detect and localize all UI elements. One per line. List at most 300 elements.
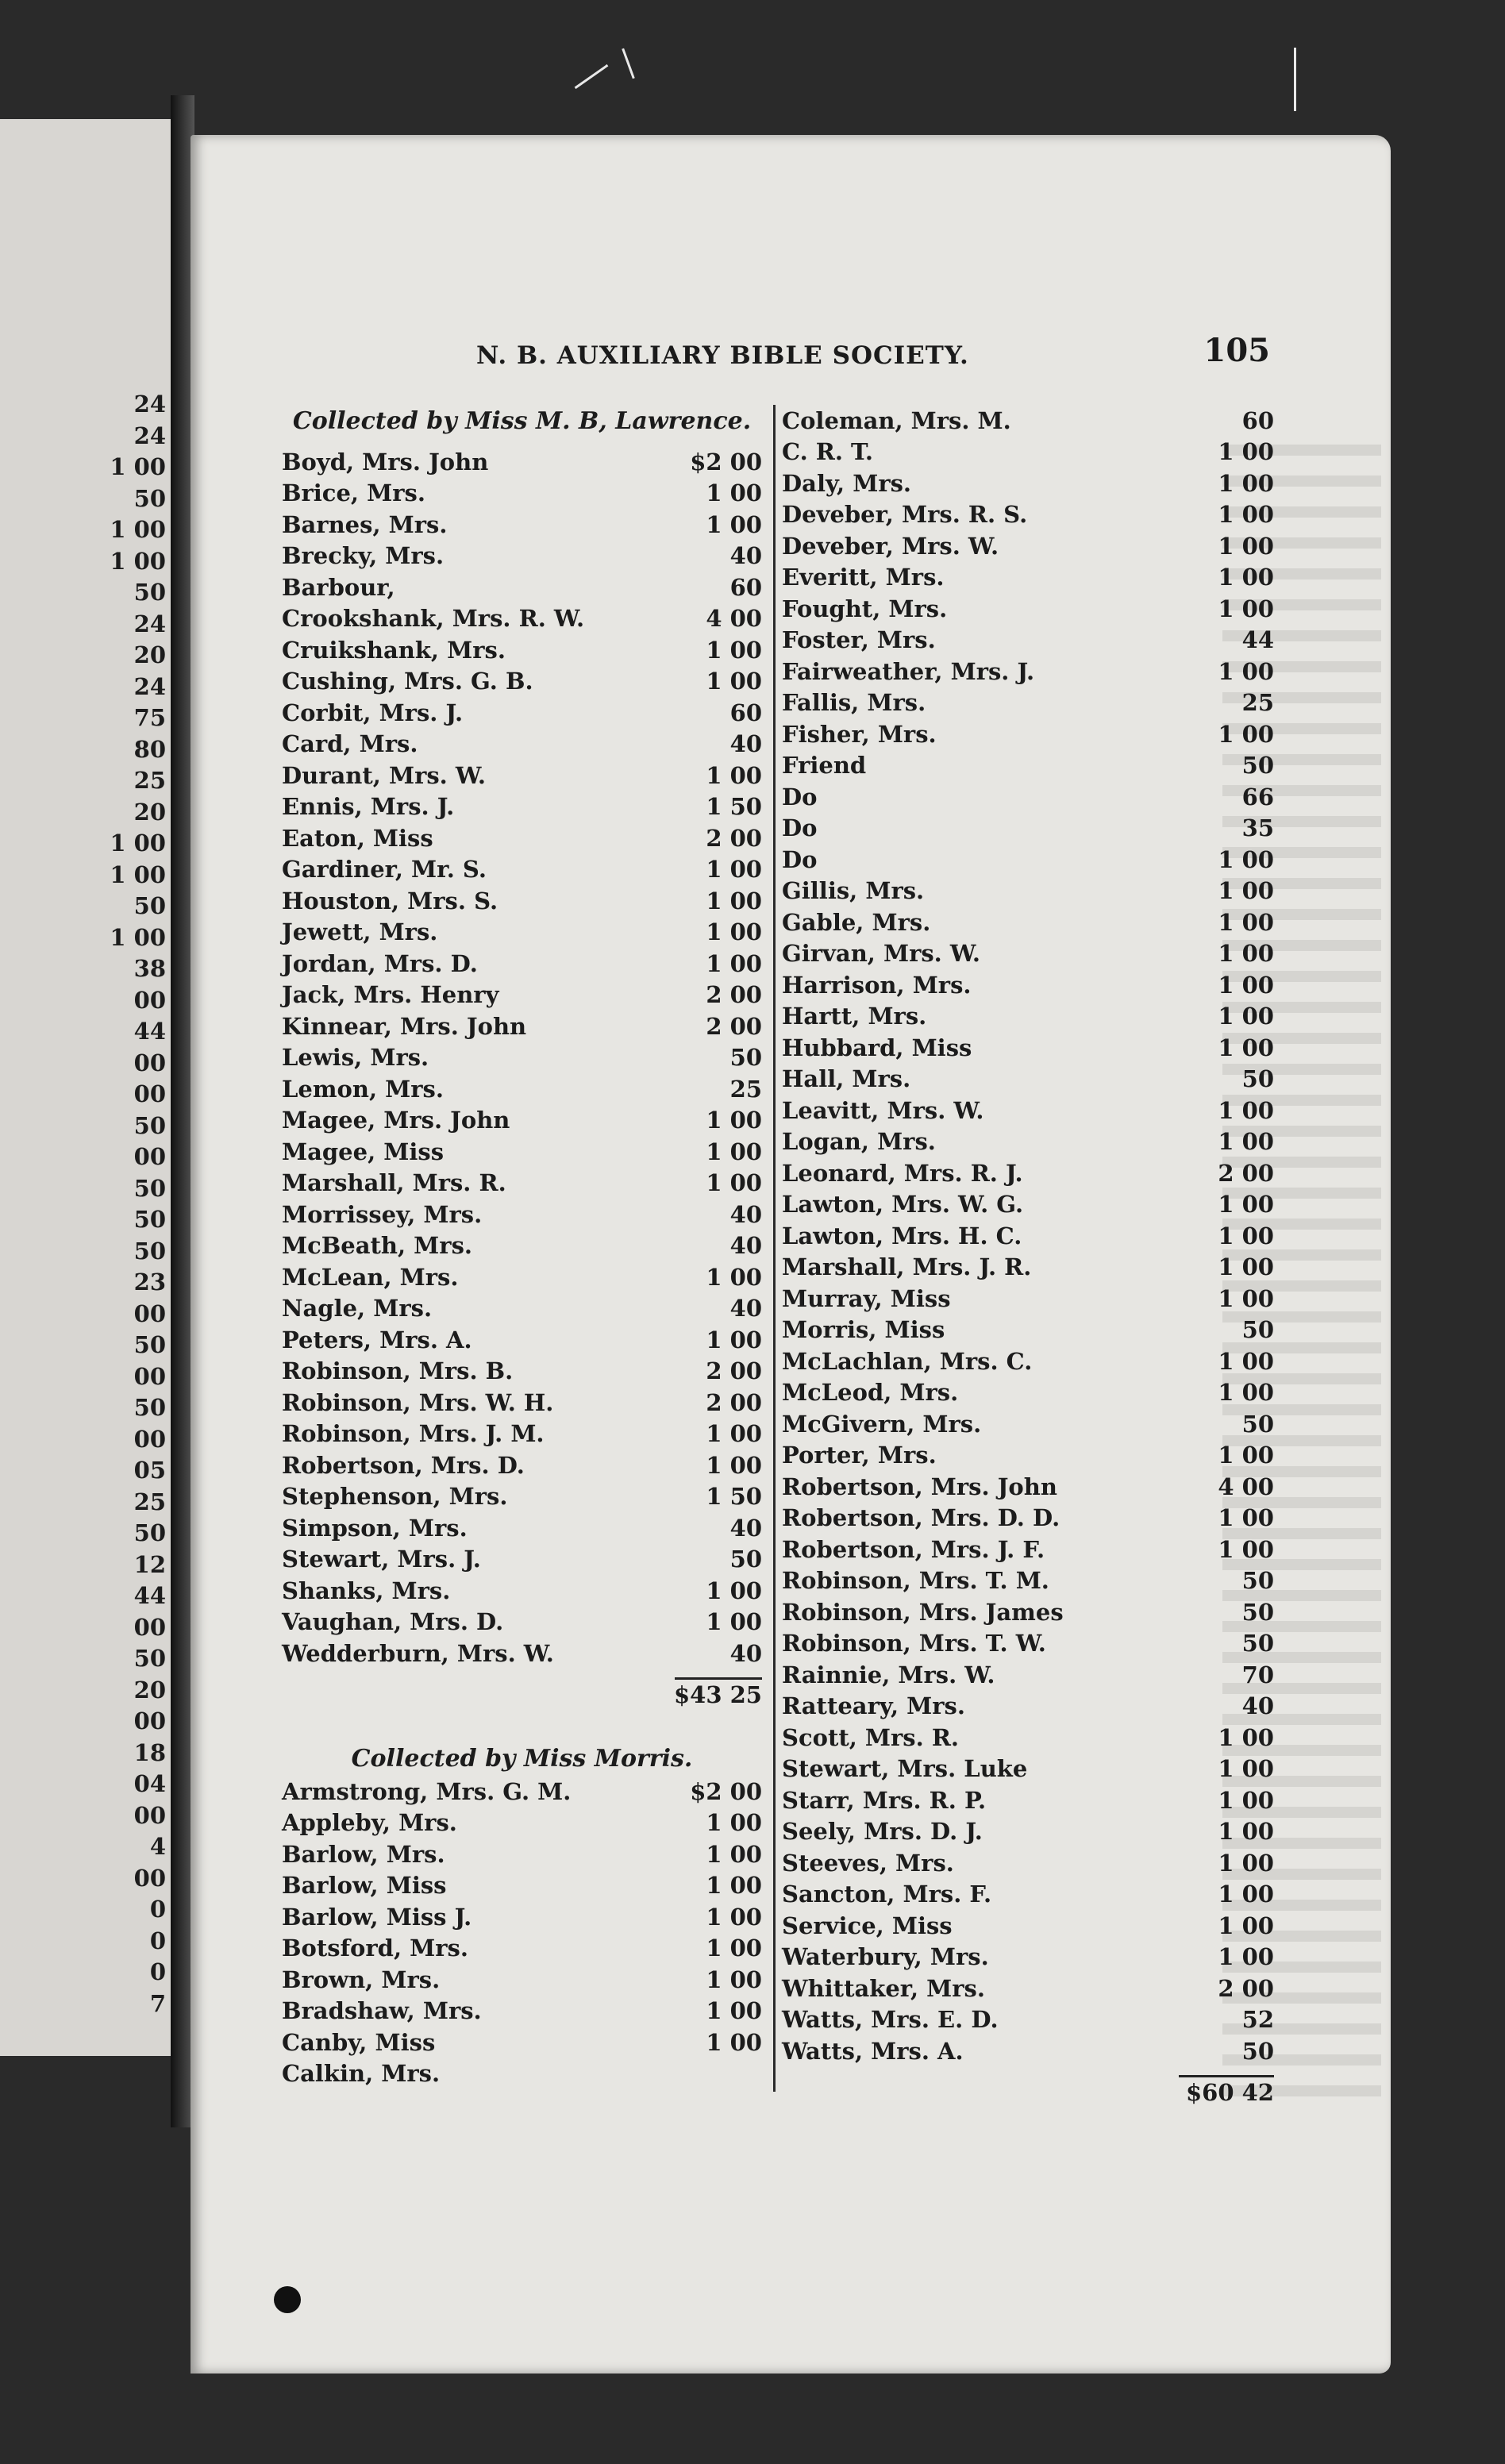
- contribution-amount: $2 00: [690, 1777, 762, 1805]
- contributor-name: Fallis, Mrs.: [782, 689, 926, 717]
- contributor-name: Jewett, Mrs.: [282, 918, 438, 946]
- facing-page-amount: 00: [133, 1362, 166, 1390]
- entry-row: [782, 1565, 1274, 1597]
- contributor-name: Porter, Mrs.: [782, 1442, 937, 1469]
- entry-row: [282, 1105, 762, 1137]
- contribution-amount: 1 00: [1218, 1003, 1274, 1030]
- facing-page-amount: 00: [133, 1425, 166, 1453]
- entry-row: [782, 907, 1274, 938]
- contribution-amount: 70: [1241, 1661, 1274, 1688]
- entry-row: [282, 603, 762, 635]
- contributor-name: Boyd, Mrs. John: [282, 448, 489, 475]
- entry-row: [782, 437, 1274, 468]
- contributor-name: Leavitt, Mrs. W.: [782, 1096, 984, 1124]
- entry-row: [282, 666, 762, 698]
- entry-row: [282, 1575, 762, 1607]
- contribution-amount: 40: [1241, 1692, 1274, 1720]
- contribution-amount: 50: [1241, 1410, 1274, 1438]
- contribution-amount: 1 00: [1218, 438, 1274, 466]
- entry-row: [782, 1252, 1274, 1284]
- contributor-name: Bradshaw, Mrs.: [282, 1997, 482, 2025]
- contributor-name: Gardiner, Mr. S.: [282, 856, 487, 884]
- entry-row: [782, 1095, 1274, 1126]
- contribution-amount: 1 00: [1218, 1442, 1274, 1469]
- contribution-amount: 1 00: [1218, 1096, 1274, 1124]
- contributor-name: Lawton, Mrs. W. G.: [782, 1191, 1024, 1219]
- entry-row: [782, 687, 1274, 719]
- contributor-name: Morrissey, Mrs.: [282, 1200, 483, 1228]
- contributor-name: Botsford, Mrs.: [282, 1935, 468, 1962]
- contribution-amount: 1 00: [1218, 1253, 1274, 1281]
- contribution-amount: 52: [1241, 2006, 1274, 2034]
- entry-row: [782, 593, 1274, 625]
- entry-row: [282, 1996, 762, 2027]
- scan-mark: [1294, 48, 1296, 111]
- contributor-name: Brice, Mrs.: [282, 479, 425, 507]
- contributor-name: Harrison, Mrs.: [782, 971, 972, 999]
- entry-row: [282, 1136, 762, 1168]
- contribution-amount: 1 50: [706, 1483, 762, 1511]
- entry-row: [282, 1042, 762, 1074]
- facing-page-amount: 20: [133, 1676, 166, 1704]
- facing-page-amount: 1 00: [110, 860, 166, 888]
- facing-page-amount: 20: [133, 798, 166, 826]
- contributor-name: Wedderburn, Mrs. W.: [282, 1639, 554, 1667]
- contributor-name: Hartt, Mrs.: [782, 1003, 927, 1030]
- facing-page-amount: 44: [133, 1582, 166, 1609]
- contributor-name: Durant, Mrs. W.: [282, 761, 487, 789]
- contribution-amount: 1 00: [1218, 564, 1274, 591]
- column-divider: [773, 405, 776, 2092]
- contributor-name: Robertson, Mrs. J. F.: [782, 1535, 1045, 1563]
- contributor-name: Kinnear, Mrs. John: [282, 1012, 527, 1040]
- facing-page-amount: 38: [133, 955, 166, 982]
- contribution-amount: 2 00: [1218, 1159, 1274, 1187]
- contributor-name: Starr, Mrs. R. P.: [782, 1786, 987, 1814]
- contribution-amount: 4 00: [1218, 1473, 1274, 1500]
- entry-row: [782, 1784, 1274, 1816]
- entry-row: [782, 1596, 1274, 1628]
- facing-page-amount: 75: [133, 704, 166, 731]
- facing-page-amount: 24: [133, 672, 166, 700]
- contributor-name: Calkin, Mrs.: [282, 2060, 441, 2088]
- contributor-name: Peters, Mrs. A.: [282, 1326, 472, 1353]
- contribution-amount: 66: [1241, 783, 1274, 810]
- contribution-amount: 1 00: [1218, 1034, 1274, 1061]
- contributor-name: Brecky, Mrs.: [282, 542, 445, 570]
- entry-row: [782, 1157, 1274, 1189]
- entry-row: [282, 980, 762, 1011]
- contributor-name: Watts, Mrs. E. D.: [782, 2006, 999, 2034]
- contribution-amount: 2 00: [706, 1012, 762, 1040]
- facing-page-amount: 50: [133, 1237, 166, 1265]
- contribution-amount: 1 00: [706, 1263, 762, 1291]
- contribution-amount: 1 00: [706, 668, 762, 695]
- contribution-amount: 1 00: [1218, 1284, 1274, 1312]
- entry-row: [282, 541, 762, 572]
- contributor-name: Marshall, Mrs. J. R.: [782, 1253, 1032, 1281]
- entry-row: [282, 1901, 762, 1933]
- entry-row: [282, 885, 762, 917]
- section-title: Collected by Miss M. B, Lawrence.: [292, 407, 752, 435]
- entry-row: [782, 1942, 1274, 1973]
- facing-page-amount: 18: [133, 1738, 166, 1766]
- entry-row: [782, 1471, 1274, 1503]
- entry-row: [782, 1722, 1274, 1754]
- contribution-amount: 1 00: [1218, 1849, 1274, 1877]
- entry-row: [782, 1032, 1274, 1064]
- entry-row: [782, 656, 1274, 687]
- facing-page-amount: 00: [133, 1080, 166, 1107]
- contribution-amount: 1 00: [706, 1903, 762, 1931]
- contributor-name: Houston, Mrs. S.: [282, 887, 498, 914]
- entry-row: [782, 1691, 1274, 1723]
- contributor-name: Nagle, Mrs.: [282, 1295, 433, 1322]
- contribution-amount: 2 00: [706, 1357, 762, 1385]
- ink-blot: [274, 2286, 301, 2313]
- contributor-name: Robinson, Mrs. W. H.: [282, 1388, 554, 1416]
- facing-page-amount: 1 00: [110, 547, 166, 575]
- section-entries: [282, 1776, 762, 2089]
- entry-row: [282, 1870, 762, 1902]
- entry-row: [282, 1481, 762, 1513]
- facing-page-amount: 50: [133, 892, 166, 919]
- entry-row: [782, 750, 1274, 782]
- contributor-name: Fought, Mrs.: [782, 595, 948, 622]
- contributor-name: Daly, Mrs.: [782, 469, 912, 497]
- contributor-name: McLeod, Mrs.: [782, 1379, 959, 1407]
- contribution-amount: 1 00: [706, 761, 762, 789]
- contribution-amount: 1 00: [706, 1451, 762, 1479]
- entry-row: [782, 499, 1274, 531]
- contribution-amount: 1 00: [1218, 1723, 1274, 1751]
- entry-row: [782, 781, 1274, 813]
- contribution-amount: 1 00: [1218, 1379, 1274, 1407]
- contribution-amount: 1 00: [1218, 720, 1274, 748]
- running-title: N. B. AUXILIARY BIBLE SOCIETY.: [476, 341, 969, 370]
- contributor-name: Deveber, Mrs. R. S.: [782, 501, 1028, 529]
- entry-row: [782, 1973, 1274, 2004]
- entry-row: [282, 1168, 762, 1199]
- contributor-name: Lawton, Mrs. H. C.: [782, 1222, 1022, 1249]
- facing-page-amount: 50: [133, 1331, 166, 1358]
- facing-page-amount: 23: [133, 1269, 166, 1296]
- entry-row: [282, 1356, 762, 1388]
- contribution-amount: 1 00: [706, 1577, 762, 1604]
- entry-row: [282, 1638, 762, 1669]
- contribution-amount: 2 00: [1218, 1974, 1274, 2002]
- contribution-amount: 1 00: [706, 918, 762, 946]
- entry-row: [282, 854, 762, 886]
- contributor-name: Leonard, Mrs. R. J.: [782, 1159, 1023, 1187]
- contribution-amount: 40: [729, 1232, 762, 1260]
- entry-row: [782, 1189, 1274, 1221]
- contribution-amount: 40: [729, 1200, 762, 1228]
- contribution-amount: 1 00: [706, 856, 762, 884]
- entry-row: [782, 1001, 1274, 1033]
- facing-page-amount: 7: [149, 1989, 166, 2017]
- entry-row: [782, 2035, 1274, 2067]
- contributor-name: Ennis, Mrs. J.: [282, 793, 455, 821]
- contribution-amount: 1 00: [706, 887, 762, 914]
- facing-page-amount: 50: [133, 1519, 166, 1546]
- entry-row: [282, 791, 762, 823]
- facing-page-amount: 05: [133, 1457, 166, 1484]
- facing-page-amount: 50: [133, 484, 166, 512]
- facing-page-amount: 00: [133, 1299, 166, 1327]
- entry-row: [282, 729, 762, 760]
- facing-page-amount: 00: [133, 1801, 166, 1829]
- entry-row: [282, 1073, 762, 1105]
- contribution-amount: 50: [729, 1044, 762, 1072]
- contribution-amount: 1 00: [706, 2028, 762, 2056]
- contributor-name: Barlow, Miss J.: [282, 1903, 472, 1931]
- entry-row: [782, 1377, 1274, 1409]
- entry-row: [282, 478, 762, 510]
- contribution-amount: 1 00: [706, 1326, 762, 1353]
- contributor-name: Barbour,: [282, 573, 395, 601]
- facing-page-amount: 50: [133, 1174, 166, 1202]
- contribution-amount: 1 00: [1218, 1881, 1274, 1908]
- contribution-amount: 1 00: [1218, 1943, 1274, 1971]
- contributor-name: Shanks, Mrs.: [282, 1577, 451, 1604]
- contributor-name: Eaton, Miss: [282, 824, 433, 852]
- entry-row: [782, 625, 1274, 656]
- contributor-name: McBeath, Mrs.: [282, 1232, 472, 1260]
- contributor-name: Foster, Mrs.: [782, 626, 936, 654]
- contributor-name: Robertson, Mrs. D.: [282, 1451, 525, 1479]
- contribution-amount: 1 00: [1218, 877, 1274, 905]
- contribution-amount: 50: [1241, 1598, 1274, 1626]
- contribution-amount: 1 00: [1218, 595, 1274, 622]
- contributor-name: Hall, Mrs.: [782, 1065, 911, 1093]
- section-total-row: [282, 1680, 762, 1711]
- contributor-name: Do: [782, 845, 818, 873]
- contributor-name: Lemon, Mrs.: [282, 1075, 444, 1103]
- contribution-amount: 1 00: [1218, 1818, 1274, 1846]
- entry-row: [782, 530, 1274, 562]
- contributor-name: C. R. T.: [782, 438, 873, 466]
- entry-row: [282, 1011, 762, 1042]
- contribution-amount: 1 00: [706, 1872, 762, 1900]
- facing-page-amount: 1 00: [110, 453, 166, 480]
- facing-page-amount: 1 00: [110, 923, 166, 951]
- contributor-name: Crookshank, Mrs. R. W.: [282, 605, 585, 633]
- contributor-name: Vaughan, Mrs. D.: [282, 1608, 504, 1636]
- contributor-name: McLachlan, Mrs. C.: [782, 1347, 1033, 1375]
- contributor-name: Brown, Mrs.: [282, 1965, 441, 1993]
- contribution-amount: 1 50: [706, 793, 762, 821]
- contributor-name: Stewart, Mrs. Luke: [782, 1755, 1028, 1783]
- contributor-name: Logan, Mrs.: [782, 1128, 936, 1156]
- contribution-amount: 1 00: [1218, 469, 1274, 497]
- contribution-amount: 1 00: [1218, 1504, 1274, 1532]
- contribution-amount: 25: [1241, 689, 1274, 717]
- entry-row: [782, 1283, 1274, 1315]
- contributor-name: Marshall, Mrs. R.: [282, 1169, 506, 1197]
- contribution-amount: 1 00: [1218, 1347, 1274, 1375]
- entry-row: [282, 1808, 762, 1839]
- contribution-amount: 25: [729, 1075, 762, 1103]
- facing-page-amount: 00: [133, 1864, 166, 1892]
- facing-page-amount: 0: [149, 1896, 166, 1923]
- contributor-name: Cushing, Mrs. G. B.: [282, 668, 533, 695]
- facing-page-amount: 0: [149, 1958, 166, 1985]
- facing-page-amount: 1 00: [110, 830, 166, 857]
- contributor-name: Fisher, Mrs.: [782, 720, 937, 748]
- facing-page-amount: 00: [133, 1707, 166, 1734]
- contributor-name: Corbit, Mrs. J.: [282, 699, 464, 726]
- contributor-name: Robertson, Mrs. John: [782, 1473, 1057, 1500]
- facing-page-amount: 00: [133, 986, 166, 1014]
- entry-row: [282, 509, 762, 541]
- facing-page-amount: 50: [133, 1645, 166, 1672]
- entry-row: [282, 1261, 762, 1293]
- entry-row: [282, 1230, 762, 1262]
- section-title: Collected by Miss Morris.: [351, 1745, 693, 1773]
- entry-row: [782, 1440, 1274, 1472]
- contribution-amount: 1 00: [1218, 971, 1274, 999]
- entry-row: [782, 1879, 1274, 1911]
- contribution-amount: 1 00: [1218, 1128, 1274, 1156]
- entry-row: [282, 760, 762, 791]
- contribution-amount: 1 00: [1218, 657, 1274, 685]
- facing-page-amount: 50: [133, 1394, 166, 1421]
- contribution-amount: 50: [1241, 2037, 1274, 2065]
- scan-mark: [622, 48, 634, 79]
- contribution-amount: $2 00: [690, 448, 762, 475]
- contributor-name: Watts, Mrs. A.: [782, 2037, 964, 2065]
- contributor-name: Cruikshank, Mrs.: [282, 636, 506, 664]
- contribution-amount: 1 00: [706, 1809, 762, 1837]
- facing-page-amount: 24: [133, 610, 166, 637]
- contributor-name: Robinson, Mrs. T. M.: [782, 1567, 1049, 1595]
- contributor-name: Gable, Mrs.: [782, 908, 931, 936]
- entry-row: [282, 1199, 762, 1230]
- contributor-name: McGivern, Mrs.: [782, 1410, 982, 1438]
- contribution-amount: 1 00: [1218, 1191, 1274, 1219]
- contribution-amount: 60: [729, 699, 762, 726]
- contribution-amount: 4 00: [706, 605, 762, 633]
- grand-total-row: [782, 2077, 1274, 2109]
- entry-row: [282, 1512, 762, 1544]
- contributor-name: Lewis, Mrs.: [282, 1044, 429, 1072]
- contribution-amount: 35: [1241, 814, 1274, 842]
- contribution-amount: 1 00: [706, 1965, 762, 1993]
- entry-row: [282, 1838, 762, 1870]
- facing-page-amount: 0: [149, 1927, 166, 1954]
- contribution-amount: 44: [1241, 626, 1274, 654]
- contribution-amount: 40: [729, 730, 762, 758]
- contributor-name: Robinson, Mrs. James: [782, 1598, 1064, 1626]
- contributor-name: Do: [782, 783, 818, 810]
- contribution-amount: 40: [729, 1639, 762, 1667]
- contribution-amount: 1 00: [706, 1138, 762, 1165]
- entry-row: [282, 822, 762, 854]
- facing-page-fragment: [0, 119, 175, 2056]
- section-entries: [782, 405, 1274, 2067]
- contributor-name: Jordan, Mrs. D.: [282, 949, 478, 977]
- contributor-name: Scott, Mrs. R.: [782, 1723, 960, 1751]
- contributor-name: Magee, Miss: [282, 1138, 445, 1165]
- facing-page-amount: 50: [133, 1206, 166, 1233]
- contribution-amount: 50: [1241, 752, 1274, 780]
- page-header: [476, 332, 1270, 379]
- contributor-name: Do: [782, 814, 818, 842]
- facing-page-amount: 1 00: [110, 516, 166, 543]
- contribution-amount: 1 00: [1218, 1535, 1274, 1563]
- contribution-amount: 60: [729, 573, 762, 601]
- contributor-name: Stephenson, Mrs.: [282, 1483, 508, 1511]
- contribution-amount: 1 00: [1218, 845, 1274, 873]
- entry-row: [282, 1324, 762, 1356]
- contributor-name: Robinson, Mrs. B.: [282, 1357, 514, 1385]
- contribution-amount: 1 00: [1218, 1786, 1274, 1814]
- facing-page-amount: 50: [133, 579, 166, 606]
- contribution-amount: 1 00: [1218, 532, 1274, 560]
- grand-total: $60 42: [1186, 2079, 1274, 2107]
- entry-row: [282, 1776, 762, 1808]
- contributor-name: Robinson, Mrs. J. M.: [282, 1420, 545, 1448]
- entry-row: [782, 562, 1274, 594]
- contributor-name: Hubbard, Miss: [782, 1034, 972, 1061]
- contribution-amount: 1 00: [1218, 1755, 1274, 1783]
- entry-row: [282, 2027, 762, 2058]
- facing-page-amount: 44: [133, 1018, 166, 1045]
- contributor-name: Sancton, Mrs. F.: [782, 1881, 992, 1908]
- facing-page-amount: 4: [149, 1833, 166, 1860]
- contributor-name: Armstrong, Mrs. G. M.: [282, 1777, 572, 1805]
- entry-row: [782, 969, 1274, 1001]
- entry-row: [782, 1064, 1274, 1095]
- entry-row: [282, 1544, 762, 1576]
- contributor-name: Fairweather, Mrs. J.: [782, 657, 1035, 685]
- contribution-amount: 50: [1241, 1567, 1274, 1595]
- contributor-name: Friend: [782, 752, 867, 780]
- entry-row: [282, 917, 762, 949]
- entry-row: [782, 468, 1274, 499]
- facing-page-amount: 25: [133, 1488, 166, 1515]
- contribution-amount: 2 00: [706, 1388, 762, 1416]
- entry-row: [782, 1910, 1274, 1942]
- entry-row: [782, 1315, 1274, 1346]
- facing-page-amount: 12: [133, 1550, 166, 1578]
- contributor-name: Barlow, Miss: [282, 1872, 447, 1900]
- left-column: [282, 405, 762, 2089]
- contributor-name: Canby, Miss: [282, 2028, 436, 2056]
- right-column: [782, 405, 1274, 2108]
- contribution-amount: 1 00: [1218, 501, 1274, 529]
- entry-row: [282, 1419, 762, 1450]
- contributor-name: Rainnie, Mrs. W.: [782, 1661, 995, 1688]
- entry-row: [782, 1126, 1274, 1158]
- contributor-name: Jack, Mrs. Henry: [282, 981, 499, 1009]
- contributor-name: Deveber, Mrs. W.: [782, 532, 999, 560]
- entry-row: [782, 1628, 1274, 1660]
- contributor-name: Magee, Mrs. John: [282, 1107, 510, 1134]
- entry-row: [282, 697, 762, 729]
- facing-page-amount: 24: [133, 422, 166, 449]
- facing-page-amount: 00: [133, 1613, 166, 1641]
- contributor-name: Stewart, Mrs. J.: [282, 1546, 481, 1573]
- contributor-name: Girvan, Mrs. W.: [782, 940, 981, 968]
- entry-row: [282, 1607, 762, 1638]
- facing-page-amount: 24: [133, 391, 166, 418]
- contribution-amount: 50: [729, 1546, 762, 1573]
- entry-row: [282, 1933, 762, 1965]
- facing-page-amount: 80: [133, 735, 166, 763]
- contributor-name: Everitt, Mrs.: [782, 564, 945, 591]
